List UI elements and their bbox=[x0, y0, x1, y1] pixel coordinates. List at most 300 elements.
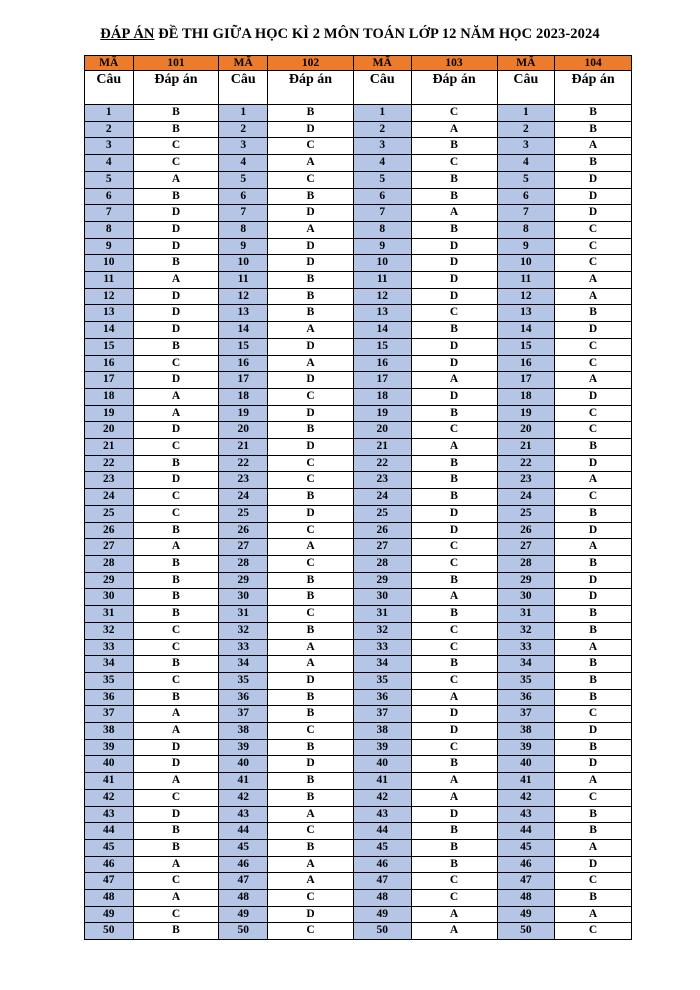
answer-cell: D bbox=[268, 255, 354, 272]
answer-cell: C bbox=[268, 555, 354, 572]
question-number-cell: 20 bbox=[497, 422, 555, 439]
answer-cell: B bbox=[268, 572, 354, 589]
question-number-cell: 26 bbox=[85, 522, 134, 539]
question-number-cell: 35 bbox=[497, 672, 555, 689]
answer-cell: B bbox=[268, 789, 354, 806]
answer-cell: B bbox=[411, 405, 497, 422]
table-row bbox=[85, 873, 632, 890]
question-number-cell: 14 bbox=[219, 322, 268, 339]
answer-cell: A bbox=[133, 539, 219, 556]
answer-cell: A bbox=[268, 639, 354, 656]
question-number-cell: 17 bbox=[497, 372, 555, 389]
answer-cell: A bbox=[555, 639, 632, 656]
question-number-cell: 13 bbox=[85, 305, 134, 322]
answer-cell: A bbox=[268, 856, 354, 873]
answer-cell: A bbox=[411, 439, 497, 456]
answer-cell: A bbox=[555, 372, 632, 389]
question-number-cell: 10 bbox=[219, 255, 268, 272]
question-number-cell: 36 bbox=[85, 689, 134, 706]
answer-cell: B bbox=[411, 839, 497, 856]
question-number-cell: 16 bbox=[85, 355, 134, 372]
answer-cell: B bbox=[268, 589, 354, 606]
table-row bbox=[85, 639, 632, 656]
question-number-cell: 39 bbox=[497, 739, 555, 756]
answer-cell: B bbox=[555, 890, 632, 907]
question-number-cell: 27 bbox=[353, 539, 411, 556]
table-row bbox=[85, 472, 632, 489]
answer-cell: B bbox=[268, 773, 354, 790]
table-row bbox=[85, 138, 632, 155]
table-row bbox=[85, 171, 632, 188]
answer-cell: B bbox=[411, 171, 497, 188]
question-number-cell: 16 bbox=[353, 355, 411, 372]
answer-cell: D bbox=[133, 305, 219, 322]
answer-cell: D bbox=[133, 472, 219, 489]
answer-cell: A bbox=[411, 923, 497, 940]
question-number-cell: 47 bbox=[85, 873, 134, 890]
answer-cell: B bbox=[411, 756, 497, 773]
answer-cell: C bbox=[411, 873, 497, 890]
answer-cell: B bbox=[555, 622, 632, 639]
answer-cell: C bbox=[555, 923, 632, 940]
answer-cell: C bbox=[268, 138, 354, 155]
question-number-cell: 30 bbox=[85, 589, 134, 606]
question-number-cell: 32 bbox=[219, 622, 268, 639]
question-number-cell: 24 bbox=[353, 489, 411, 506]
answer-cell: D bbox=[268, 372, 354, 389]
question-number-cell: 29 bbox=[219, 572, 268, 589]
answer-cell: A bbox=[411, 789, 497, 806]
question-number-cell: 27 bbox=[219, 539, 268, 556]
table-row bbox=[85, 272, 632, 289]
question-number-cell: 8 bbox=[353, 221, 411, 238]
answer-cell: B bbox=[268, 739, 354, 756]
question-header: Câu bbox=[497, 71, 555, 105]
question-number-cell: 37 bbox=[353, 706, 411, 723]
question-number-cell: 13 bbox=[353, 305, 411, 322]
question-number-cell: 5 bbox=[497, 171, 555, 188]
answer-header: Đáp án bbox=[555, 71, 632, 105]
question-number-cell: 46 bbox=[219, 856, 268, 873]
question-number-cell: 5 bbox=[219, 171, 268, 188]
table-row bbox=[85, 923, 632, 940]
answer-cell: B bbox=[133, 522, 219, 539]
answer-cell: D bbox=[411, 723, 497, 740]
question-number-cell: 24 bbox=[219, 489, 268, 506]
answer-cell: A bbox=[411, 689, 497, 706]
question-number-cell: 15 bbox=[85, 338, 134, 355]
answer-cell: D bbox=[133, 739, 219, 756]
answer-cell: D bbox=[133, 288, 219, 305]
answer-cell: D bbox=[268, 238, 354, 255]
answer-cell: A bbox=[133, 706, 219, 723]
title-rest: ĐỀ THI GIỮA HỌC KÌ 2 MÔN TOÁN LỚP 12 NĂM HỌC 2023-2024 bbox=[154, 26, 600, 42]
question-number-cell: 41 bbox=[353, 773, 411, 790]
answer-cell: A bbox=[268, 221, 354, 238]
answer-cell: A bbox=[411, 906, 497, 923]
question-number-cell: 41 bbox=[219, 773, 268, 790]
answer-cell: B bbox=[133, 656, 219, 673]
answer-cell: A bbox=[555, 773, 632, 790]
answer-cell: B bbox=[133, 923, 219, 940]
question-number-cell: 4 bbox=[85, 155, 134, 172]
answer-cell: C bbox=[133, 155, 219, 172]
question-number-cell: 6 bbox=[85, 188, 134, 205]
answer-cell: A bbox=[411, 773, 497, 790]
answer-cell: B bbox=[133, 455, 219, 472]
answer-cell: D bbox=[411, 272, 497, 289]
question-number-cell: 48 bbox=[353, 890, 411, 907]
answer-cell: C bbox=[133, 439, 219, 456]
answer-cell: D bbox=[411, 706, 497, 723]
answer-cell: C bbox=[555, 255, 632, 272]
question-number-cell: 29 bbox=[85, 572, 134, 589]
question-number-cell: 21 bbox=[219, 439, 268, 456]
table-row bbox=[85, 355, 632, 372]
question-number-cell: 1 bbox=[219, 105, 268, 122]
table-row bbox=[85, 890, 632, 907]
table-row bbox=[85, 522, 632, 539]
question-number-cell: 30 bbox=[219, 589, 268, 606]
question-number-cell: 2 bbox=[85, 121, 134, 138]
answer-cell: D bbox=[411, 288, 497, 305]
question-number-cell: 44 bbox=[353, 823, 411, 840]
question-number-cell: 42 bbox=[219, 789, 268, 806]
question-number-cell: 21 bbox=[353, 439, 411, 456]
answer-cell: B bbox=[555, 806, 632, 823]
table-row bbox=[85, 572, 632, 589]
table-row bbox=[85, 455, 632, 472]
code-value: 101 bbox=[133, 56, 219, 71]
question-number-cell: 39 bbox=[353, 739, 411, 756]
answer-cell: D bbox=[133, 806, 219, 823]
code-label: MÃ bbox=[85, 56, 134, 71]
answer-cell: D bbox=[411, 338, 497, 355]
question-number-cell: 13 bbox=[497, 305, 555, 322]
question-number-cell: 4 bbox=[353, 155, 411, 172]
code-header-row bbox=[85, 56, 632, 71]
question-number-cell: 45 bbox=[219, 839, 268, 856]
question-number-cell: 3 bbox=[497, 138, 555, 155]
question-number-cell: 6 bbox=[353, 188, 411, 205]
question-number-cell: 8 bbox=[219, 221, 268, 238]
answer-cell: C bbox=[268, 890, 354, 907]
answer-cell: D bbox=[268, 205, 354, 222]
question-number-cell: 11 bbox=[353, 272, 411, 289]
question-number-cell: 35 bbox=[353, 672, 411, 689]
code-label: MÃ bbox=[219, 56, 268, 71]
question-number-cell: 12 bbox=[85, 288, 134, 305]
answer-cell: C bbox=[133, 622, 219, 639]
answer-header: Đáp án bbox=[268, 71, 354, 105]
question-number-cell: 27 bbox=[497, 539, 555, 556]
answer-cell: D bbox=[555, 589, 632, 606]
answer-cell: D bbox=[411, 238, 497, 255]
answer-cell: D bbox=[133, 238, 219, 255]
answer-cell: C bbox=[268, 522, 354, 539]
question-number-cell: 1 bbox=[497, 105, 555, 122]
answer-cell: D bbox=[555, 171, 632, 188]
answer-cell: C bbox=[268, 606, 354, 623]
question-number-cell: 18 bbox=[353, 388, 411, 405]
table-row bbox=[85, 155, 632, 172]
question-number-cell: 39 bbox=[219, 739, 268, 756]
answer-cell: C bbox=[411, 305, 497, 322]
table-row bbox=[85, 505, 632, 522]
answer-cell: D bbox=[268, 672, 354, 689]
question-number-cell: 24 bbox=[497, 489, 555, 506]
answer-cell: C bbox=[133, 355, 219, 372]
question-number-cell: 31 bbox=[85, 606, 134, 623]
answer-cell: C bbox=[133, 789, 219, 806]
table-row bbox=[85, 305, 632, 322]
answer-cell: C bbox=[411, 639, 497, 656]
table-row bbox=[85, 756, 632, 773]
question-number-cell: 38 bbox=[497, 723, 555, 740]
question-number-cell: 31 bbox=[353, 606, 411, 623]
question-number-cell: 44 bbox=[497, 823, 555, 840]
question-number-cell: 32 bbox=[497, 622, 555, 639]
answer-cell: A bbox=[411, 205, 497, 222]
answer-cell: C bbox=[268, 472, 354, 489]
question-number-cell: 9 bbox=[497, 238, 555, 255]
question-number-cell: 43 bbox=[497, 806, 555, 823]
table-row bbox=[85, 806, 632, 823]
answer-cell: B bbox=[268, 622, 354, 639]
question-number-cell: 26 bbox=[497, 522, 555, 539]
answer-cell: B bbox=[555, 672, 632, 689]
question-number-cell: 36 bbox=[353, 689, 411, 706]
question-number-cell: 27 bbox=[85, 539, 134, 556]
question-number-cell: 46 bbox=[85, 856, 134, 873]
page-title bbox=[0, 26, 700, 43]
question-number-cell: 19 bbox=[219, 405, 268, 422]
table-row bbox=[85, 689, 632, 706]
answer-cell: B bbox=[555, 656, 632, 673]
question-number-cell: 16 bbox=[219, 355, 268, 372]
question-number-cell: 44 bbox=[219, 823, 268, 840]
question-number-cell: 45 bbox=[497, 839, 555, 856]
answer-cell: B bbox=[411, 823, 497, 840]
question-number-cell: 20 bbox=[353, 422, 411, 439]
answer-cell: B bbox=[555, 505, 632, 522]
answer-cell: D bbox=[133, 372, 219, 389]
answer-cell: C bbox=[268, 455, 354, 472]
answer-cell: B bbox=[133, 121, 219, 138]
answer-cell: B bbox=[411, 856, 497, 873]
answer-cell: C bbox=[268, 171, 354, 188]
answer-cell: A bbox=[133, 890, 219, 907]
table-row bbox=[85, 205, 632, 222]
answer-cell: B bbox=[133, 338, 219, 355]
question-number-cell: 26 bbox=[219, 522, 268, 539]
answer-cell: A bbox=[555, 472, 632, 489]
question-number-cell: 40 bbox=[85, 756, 134, 773]
answer-cell: C bbox=[555, 422, 632, 439]
question-number-cell: 42 bbox=[497, 789, 555, 806]
answer-cell: D bbox=[555, 205, 632, 222]
question-number-cell: 25 bbox=[85, 505, 134, 522]
answer-cell: B bbox=[133, 572, 219, 589]
question-number-cell: 30 bbox=[497, 589, 555, 606]
question-number-cell: 7 bbox=[353, 205, 411, 222]
question-number-cell: 15 bbox=[353, 338, 411, 355]
question-number-cell: 28 bbox=[353, 555, 411, 572]
answer-cell: B bbox=[133, 606, 219, 623]
question-number-cell: 6 bbox=[497, 188, 555, 205]
question-number-cell: 22 bbox=[219, 455, 268, 472]
answer-cell: B bbox=[133, 823, 219, 840]
answer-cell: D bbox=[268, 405, 354, 422]
question-number-cell: 38 bbox=[219, 723, 268, 740]
answer-cell: C bbox=[411, 555, 497, 572]
question-number-cell: 3 bbox=[353, 138, 411, 155]
question-number-cell: 20 bbox=[85, 422, 134, 439]
question-number-cell: 11 bbox=[85, 272, 134, 289]
answer-cell: D bbox=[133, 322, 219, 339]
table-row bbox=[85, 405, 632, 422]
answer-cell: D bbox=[411, 255, 497, 272]
question-number-cell: 38 bbox=[85, 723, 134, 740]
answer-header: Đáp án bbox=[133, 71, 219, 105]
answer-cell: D bbox=[133, 756, 219, 773]
answer-cell: D bbox=[555, 756, 632, 773]
question-number-cell: 42 bbox=[85, 789, 134, 806]
table-row bbox=[85, 589, 632, 606]
answer-cell: D bbox=[133, 221, 219, 238]
answer-cell: A bbox=[268, 656, 354, 673]
question-number-cell: 13 bbox=[219, 305, 268, 322]
question-number-cell: 49 bbox=[353, 906, 411, 923]
table-row bbox=[85, 839, 632, 856]
question-number-cell: 31 bbox=[497, 606, 555, 623]
question-number-cell: 40 bbox=[353, 756, 411, 773]
answer-cell: B bbox=[268, 706, 354, 723]
question-number-cell: 25 bbox=[497, 505, 555, 522]
question-number-cell: 7 bbox=[85, 205, 134, 222]
question-number-cell: 17 bbox=[85, 372, 134, 389]
answer-cell: B bbox=[268, 105, 354, 122]
question-number-cell: 33 bbox=[219, 639, 268, 656]
answer-cell: D bbox=[555, 322, 632, 339]
answer-cell: A bbox=[555, 539, 632, 556]
question-number-cell: 22 bbox=[353, 455, 411, 472]
answer-cell: B bbox=[268, 188, 354, 205]
question-number-cell: 36 bbox=[219, 689, 268, 706]
answer-cell: B bbox=[268, 305, 354, 322]
question-number-cell: 49 bbox=[497, 906, 555, 923]
question-number-cell: 1 bbox=[353, 105, 411, 122]
question-number-cell: 28 bbox=[497, 555, 555, 572]
table-row bbox=[85, 105, 632, 122]
answer-cell: A bbox=[133, 856, 219, 873]
table-row bbox=[85, 773, 632, 790]
answer-cell: C bbox=[133, 639, 219, 656]
table-row bbox=[85, 121, 632, 138]
question-number-cell: 25 bbox=[353, 505, 411, 522]
answer-cell: B bbox=[555, 689, 632, 706]
question-number-cell: 50 bbox=[497, 923, 555, 940]
answer-cell: C bbox=[133, 873, 219, 890]
table-row bbox=[85, 288, 632, 305]
answer-cell: D bbox=[555, 455, 632, 472]
table-row bbox=[85, 823, 632, 840]
table-row bbox=[85, 489, 632, 506]
answer-cell: B bbox=[555, 121, 632, 138]
answer-cell: C bbox=[411, 739, 497, 756]
table-row bbox=[85, 656, 632, 673]
question-number-cell: 9 bbox=[85, 238, 134, 255]
question-number-cell: 17 bbox=[219, 372, 268, 389]
answer-cell: A bbox=[268, 806, 354, 823]
question-number-cell: 28 bbox=[85, 555, 134, 572]
answer-cell: C bbox=[555, 355, 632, 372]
table-row bbox=[85, 422, 632, 439]
question-number-cell: 11 bbox=[497, 272, 555, 289]
question-number-cell: 19 bbox=[353, 405, 411, 422]
question-number-cell: 43 bbox=[219, 806, 268, 823]
answer-cell: D bbox=[555, 723, 632, 740]
question-number-cell: 43 bbox=[353, 806, 411, 823]
answer-header: Đáp án bbox=[411, 71, 497, 105]
answer-cell: B bbox=[133, 255, 219, 272]
question-number-cell: 37 bbox=[219, 706, 268, 723]
question-number-cell: 2 bbox=[353, 121, 411, 138]
question-number-cell: 33 bbox=[85, 639, 134, 656]
answer-cell: B bbox=[133, 689, 219, 706]
answer-cell: C bbox=[133, 489, 219, 506]
question-number-cell: 40 bbox=[497, 756, 555, 773]
question-number-cell: 18 bbox=[497, 388, 555, 405]
question-number-cell: 30 bbox=[353, 589, 411, 606]
answer-cell: D bbox=[555, 572, 632, 589]
answer-cell: A bbox=[555, 138, 632, 155]
question-number-cell: 8 bbox=[85, 221, 134, 238]
answer-cell: B bbox=[268, 839, 354, 856]
question-number-cell: 50 bbox=[219, 923, 268, 940]
table-row bbox=[85, 372, 632, 389]
code-label: MÃ bbox=[497, 56, 555, 71]
question-number-cell: 4 bbox=[219, 155, 268, 172]
question-number-cell: 49 bbox=[219, 906, 268, 923]
answer-cell: D bbox=[268, 338, 354, 355]
answer-cell: B bbox=[555, 105, 632, 122]
table-row bbox=[85, 672, 632, 689]
question-number-cell: 18 bbox=[85, 388, 134, 405]
answer-cell: B bbox=[411, 656, 497, 673]
question-number-cell: 47 bbox=[353, 873, 411, 890]
question-number-cell: 25 bbox=[219, 505, 268, 522]
answer-cell: C bbox=[411, 622, 497, 639]
answer-cell: A bbox=[411, 121, 497, 138]
question-number-cell: 34 bbox=[219, 656, 268, 673]
question-number-cell: 45 bbox=[85, 839, 134, 856]
question-number-cell: 23 bbox=[219, 472, 268, 489]
answer-cell: A bbox=[133, 171, 219, 188]
question-number-cell: 50 bbox=[85, 923, 134, 940]
table-row bbox=[85, 622, 632, 639]
answer-cell: B bbox=[411, 188, 497, 205]
answer-cell: B bbox=[133, 105, 219, 122]
question-number-cell: 17 bbox=[353, 372, 411, 389]
answer-cell: D bbox=[411, 505, 497, 522]
question-number-cell: 22 bbox=[497, 455, 555, 472]
answer-cell: D bbox=[555, 856, 632, 873]
code-value: 103 bbox=[411, 56, 497, 71]
question-number-cell: 19 bbox=[497, 405, 555, 422]
answer-cell: C bbox=[411, 672, 497, 689]
table-row bbox=[85, 739, 632, 756]
